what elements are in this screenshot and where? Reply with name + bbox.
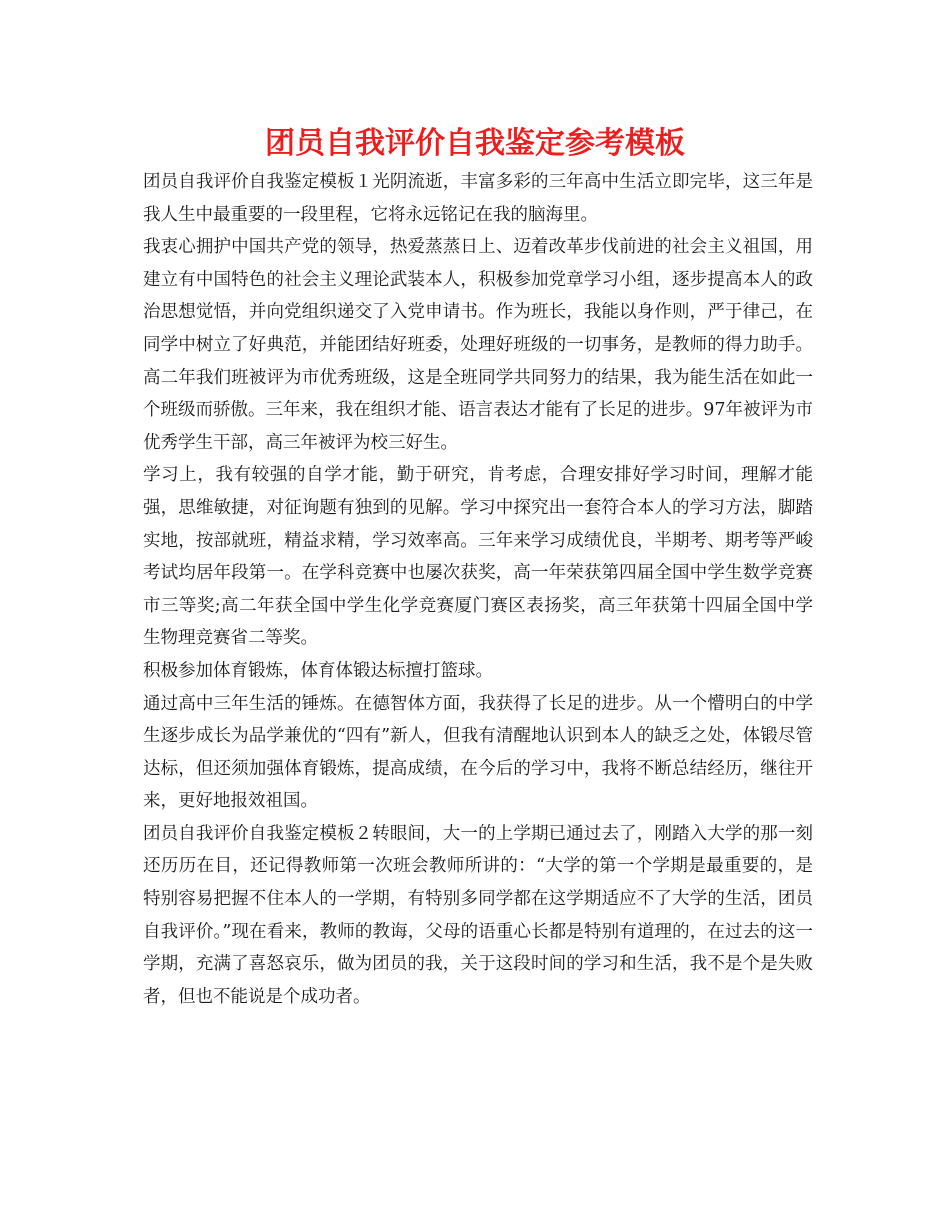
document-body: [143, 166, 813, 1013]
document-title: 团员自我评价自我鉴定参考模板: [265, 126, 685, 161]
paragraph-6: 团员自我评价自我鉴定模板２转眼间，大一的上学期已通过去了，刚踏入大学的那一刻还历历在目，还记得教师第一次班会教师所讲的：“大学的第一个学期是最重要的，是特别容易把握不住本人的一学期，有特别多同学都在这学期适应不了大学的生活，团员自我评价。”现在看来，教师的教诲，父母的语重心长都是特别有道理的，在过去的这一学期，充满了喜怒哀乐，做为团员的我，关于这段时间的学习和生活，我不是个是失败者，但也不能说是个成功者。: [143, 823, 813, 1007]
paragraph-3: 学习上，我有较强的自学才能，勤于研究，肯考虑，合理安排好学习时间，理解才能强，思维敏捷，对征询题有独到的见解。学习中探究出一套符合本人的学习方法，脚踏实地，按部就班，精益求精，学习效率高。三年来学习成绩优良，半期考、期考等严峻考试均居年段第一。在学科竞赛中也屡次获奖，高一年荣获第四届全国中学生数学竞赛市三等奖;高二年获全国中学生化学竞赛厦门赛区表扬奖，高三年获第十四届全国中学生物理竞赛省二等奖。: [143, 465, 813, 649]
paragraph-4: 积极参加体育锻炼，体育体锻达标擅打篮球。: [143, 660, 493, 681]
paragraph-5: 通过高中三年生活的锤炼。在德智体方面，我获得了长足的进步。从一个懵明白的中学生逐步成长为品学兼优的“四有”新人，但我有清醒地认识到本人的缺乏之处，体锻尽管达标，但还须加强体育锻炼，提高成绩，在今后的学习中，我将不断总结经历，继往开来，更好地报效祖国。: [143, 693, 813, 812]
paragraph-1: 团员自我评价自我鉴定模板１光阴流逝，丰富多彩的三年高中生活立即完毕，这三年是我人生中最重要的一段里程，它将永远铭记在我的脑海里。: [143, 172, 813, 225]
paragraph-2: 我衷心拥护中国共产党的领导，热爱蒸蒸日上、迈着改革步伐前进的社会主义祖国，用建立有中国特色的社会主义理论武装本人，积极参加党章学习小组，逐步提高本人的政治思想觉悟，并向党组织递交了入党申请书。作为班长，我能以身作则，严于律己，在同学中树立了好典范，并能团结好班委，处理好班级的一切事务，是教师的得力助手。高二年我们班被评为市优秀班级，这是全班同学共同努力的结果，我为能生活在如此一个班级而骄傲。三年来，我在组织才能、语言表达才能有了长足的进步。97年被评为市优秀学生干部，高三年被评为校三好生。: [143, 237, 813, 453]
